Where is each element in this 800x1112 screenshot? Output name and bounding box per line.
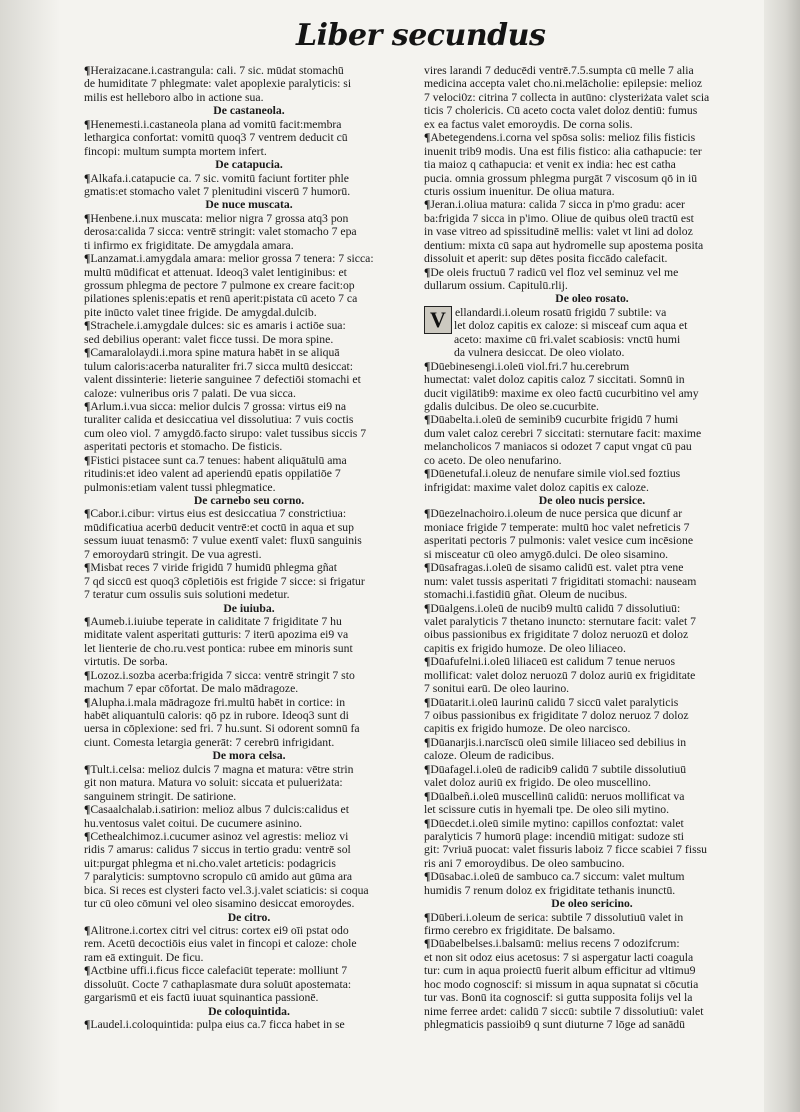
text-line: [424, 252, 760, 265]
text-line: [84, 561, 414, 574]
line-text: dum valet caloz cerebri 7 siccitati: sternutare facit: maxime: [424, 426, 702, 440]
text-line: [84, 534, 414, 547]
line-text: mollificat: valet doloz neruozū 7 doloz auriū ex frigiditate: [424, 668, 696, 682]
text-line: [84, 776, 414, 789]
line-text: Lozoz.i.sozba acerba:frigida 7 sicca: ventrē stringit 7 sto: [90, 668, 355, 682]
text-line: [84, 346, 414, 359]
line-text: De nuce muscata.: [205, 198, 293, 212]
line-text: Cabor.i.cibur: virtus eius est desiccatiua 7 constrictiua:: [90, 507, 347, 521]
text-line: [424, 978, 760, 991]
text-line: [424, 870, 760, 883]
text-line: [84, 333, 414, 346]
line-text: lethargica confortat: vomitū quoq3 7 ventrem deducit cū: [84, 131, 348, 145]
text-line: [84, 817, 414, 830]
line-text: da vulnera desiccat. De oleo violato.: [454, 346, 625, 360]
text-line: [84, 548, 414, 561]
line-text: capitis ex frigido humoze. De oleo liliaceo.: [424, 641, 626, 655]
line-text: et non sit odoz eius acetosus: 7 si aspergatur lacti coagula: [424, 950, 694, 964]
line-text: Dūanarjis.i.narcīscū oleū simile liliaceo sed debilius in: [430, 735, 687, 749]
text-line: [84, 696, 414, 709]
section-heading: [84, 749, 414, 762]
text-line: [84, 387, 414, 400]
line-text: Henemesti.i.castaneola plana ad vomitū facit:membra: [90, 117, 342, 131]
section-heading: [84, 911, 414, 924]
line-text: Dūsabac.i.oleū de sambuco ca.7 siccum: valet multum: [430, 870, 685, 884]
text-line: [424, 400, 760, 413]
line-text: Alitrone.i.cortex citri vel citrus: cortex ei9 oīi pstat odo: [90, 924, 349, 937]
line-text: sessum iuuat tenasmō: 7 vulue exentī valet: fluxū sanguinis: [84, 534, 362, 548]
line-text: Dūalbeñ.i.oleū muscellinū calidū: neruos mollificat va: [430, 789, 685, 803]
line-text: derosa:calida 7 sicca: ventrē stringit: valet stomacho 7 epa: [84, 225, 357, 239]
line-text: dentium: mixta cū sapa aut hydromelle sup apostema posita: [424, 238, 704, 252]
text-line: [84, 279, 414, 292]
text-line: [84, 924, 414, 937]
text-line: [84, 521, 414, 534]
line-text: infrigidat: maxime valet doloz capitis ex caloze.: [424, 480, 649, 494]
line-text: 7 qd siccū est quoq3 cōpletiōis est frigide 7 sicce: si frigatur: [84, 574, 365, 588]
text-line: [424, 615, 760, 628]
text-line: [84, 373, 414, 386]
line-text: mūdificatiua acerbū deducit ventrē:et coctū in aqua et sup: [84, 520, 354, 534]
line-text: gargarismū et eis factū iuuat squinantica passionē.: [84, 991, 319, 1005]
text-line: [84, 427, 414, 440]
text-line: [84, 830, 414, 843]
line-text: humectat: valet doloz capitis caloz 7 siccitati. Somnū in: [424, 373, 685, 387]
line-text: pilationes splenis:epatis et renū aperit:pistata cū aceto 7 ca: [84, 292, 358, 306]
text-line: [84, 803, 414, 816]
line-text: Alupha.i.mala mādragoze fri.multū habēt in cortice: in: [90, 695, 346, 709]
line-text: Fistici pistacee sunt ca.7 tenues: habent aliquātulū ama: [90, 453, 347, 467]
line-text: Dūabelta.i.oleū de seminib9 cucurbite frigidū 7 humi: [430, 413, 679, 427]
text-line: [424, 279, 760, 292]
section-heading: [84, 198, 414, 211]
line-text: git non matura. Matura vo soluit: siccata et pulueriżata:: [84, 776, 343, 790]
text-line: [424, 413, 760, 426]
text-line: [84, 884, 414, 897]
text-line: [84, 682, 414, 695]
line-text: ritudinis:et ideo valent ad aperiendū epatis oppilatiōe 7: [84, 467, 341, 481]
text-line: [84, 1018, 414, 1031]
text-line: [424, 763, 760, 776]
text-line: [424, 198, 760, 211]
text-line: [424, 104, 760, 117]
text-line: [84, 575, 414, 588]
text-line: [84, 266, 414, 279]
line-text: grossum phlegma de pectore 7 pulmone ex creare facit:op: [84, 279, 355, 292]
text-line: [424, 212, 760, 225]
text-line: [424, 64, 760, 77]
line-text: pite inūcto valet tinee frigide. De amygdal.dulcib.: [84, 305, 317, 319]
line-text: inuenit trib9 modis. Una est filis fistico: alia cathapucie: ter: [424, 144, 702, 158]
line-text: Dūatarit.i.oleū laurinū calidū 7 siccū valet paralyticis: [430, 695, 679, 709]
text-line: [84, 467, 414, 480]
line-text: nime ferree ardet: calidū 7 siccū: subtile 7 dissolutiuū: valet: [424, 1004, 704, 1018]
line-text: dullarum ossium. Capitulū.rlij.: [424, 279, 568, 292]
text-line: [424, 991, 760, 1004]
text-line: [84, 588, 414, 601]
line-text: cturis ossium inuenitur. De oliua matura.: [424, 184, 615, 198]
text-line: [84, 212, 414, 225]
line-text: in vase vitreo ad spissitudinē mellis: valet vt lini ad doloz: [424, 225, 693, 239]
text-line: [84, 709, 414, 722]
text-line: [424, 843, 760, 856]
line-text: Dūenetufal.i.oleuz de nenufare simile viol.sed foztius: [430, 467, 681, 481]
decorated-initial: V: [424, 306, 452, 334]
line-text: valent dissinterie: lieterie sanguinee 7 defectiōi stomachi et: [84, 373, 361, 387]
line-text: ex ea factus valet emoroydis. De corna solis.: [424, 117, 633, 131]
line-text: caloze: vulneribus oris 7 palati. De vua sicca.: [84, 386, 296, 400]
line-text: tur cū oleo cōmuni vel oleo sisamino desiccat emoroydes.: [84, 897, 355, 911]
line-text: hu.ventosus valet coitui. De cucumere asinino.: [84, 816, 303, 830]
line-text: Lanzamat.i.amygdala amara: melior grossa 7 tenera: 7 sicca:: [90, 252, 374, 266]
line-text: oibus passionibus ex frigiditate 7 doloz neruozū et doloz: [424, 628, 689, 642]
text-line: [84, 172, 414, 185]
text-line: [424, 548, 760, 561]
text-line: [424, 642, 760, 655]
line-text: De iuiuba.: [223, 601, 275, 615]
text-line: [424, 145, 760, 158]
line-text: co aceto. De oleo nenufarino.: [424, 453, 562, 467]
text-line: [424, 602, 760, 615]
line-text: dissoluūt. Cocte 7 cathaplasmate dura soluūt apostemata:: [84, 977, 352, 991]
text-line: [424, 91, 760, 104]
text-line: [84, 292, 414, 305]
text-line: [424, 534, 760, 547]
text-line: [424, 857, 760, 870]
line-text: Camaralolaydi.i.mora spine matura habēt in se aliquā: [90, 346, 340, 360]
text-line: [84, 763, 414, 776]
text-line: [84, 454, 414, 467]
line-text: 7 oibus passionibus ex frigiditate 7 doloz neruoz 7 doloz: [424, 709, 689, 722]
text-line: [424, 964, 760, 977]
line-text: Actbine uffi.i.ficus ficce calefaciūt teperate: molliunt 7: [90, 964, 348, 978]
line-text: let scissure cutis in hyemali tpe. De oleo sili mytino.: [424, 803, 670, 817]
section-heading: [84, 494, 414, 507]
line-text: Strachele.i.amygdale dulces: sic es amaris i actiōe sua:: [90, 319, 346, 333]
text-line: [424, 736, 760, 749]
line-text: Dūalgens.i.oleū de nucib9 multū calidū 7 dissolutiuū:: [430, 601, 681, 615]
text-line: [424, 628, 760, 641]
section-heading: [424, 897, 760, 910]
text-line: [84, 306, 414, 319]
section-heading: [424, 292, 760, 305]
text-line: [424, 427, 760, 440]
line-text: De mora celsa.: [212, 749, 286, 763]
line-text: si misceatur cū oleo amygō.dulci. De oleo sisamino.: [424, 547, 669, 561]
text-line: [424, 911, 760, 924]
line-text: Arlum.i.vua sicca: melior dulcis 7 grossa: virtus ei9 na: [90, 399, 347, 413]
line-text: moniace frigide 7 temperate: multū hoc valet nefreticis 7: [424, 520, 690, 534]
line-text: Heraizacane.i.castrangula: cali. 7 sic. mūdat stomachū: [90, 64, 344, 77]
line-text: Dūberi.i.oleum de serica: subtile 7 dissolutiuū valet in: [430, 910, 684, 924]
line-text: stomachi.i.fastidiū gñat. Oleum de nucibus.: [424, 588, 628, 602]
text-line: [424, 722, 760, 735]
line-text: 7 teratur cum ossulis suis solutioni medetur.: [84, 588, 290, 602]
text-line: [424, 951, 760, 964]
text-line: [424, 172, 760, 185]
text-line: [84, 951, 414, 964]
text-line: [424, 118, 760, 131]
line-text: valet doloz auriū ex frigido. De oleo muscellino.: [424, 776, 651, 790]
line-text: Dūezelnachoiro.i.oleum de nuce persica que dicunf ar: [430, 507, 683, 521]
line-text: De citro.: [227, 910, 271, 924]
page-spine-shadow: [0, 0, 60, 1112]
text-line: [424, 185, 760, 198]
text-line: [424, 575, 760, 588]
text-line: [424, 481, 760, 494]
text-line: [84, 937, 414, 950]
text-line: [424, 1005, 760, 1018]
line-text: tur vas. Bonū ita cognoscif: si gutta supposita folijs vel la: [424, 991, 693, 1005]
text-line: [424, 158, 760, 171]
line-text: tulum caloris:acerba naturaliter fri.7 sicca multū desiccat:: [84, 359, 354, 373]
line-text: sanguinem stringit. De satirione.: [84, 789, 237, 803]
text-line: [424, 749, 760, 762]
text-line: [424, 521, 760, 534]
line-text: ba:frigida 7 sicca in p'imo. Oliue de quibus oleū tractū est: [424, 211, 694, 225]
line-text: ciunt. Comesta letargia generāt: 7 cerebrū infrigidant.: [84, 735, 335, 749]
text-line: [84, 964, 414, 977]
line-text: de humiditate 7 phlegmate: valet apoplexie paralyticis: si: [84, 77, 352, 91]
line-text: Henbene.i.nux muscata: melior nigra 7 grossa atq3 pon: [90, 211, 349, 225]
line-text: let lienterie de cho.ru.vest pontica: rubee em minoris sunt: [84, 641, 353, 655]
text-line: [424, 266, 760, 279]
line-text: 7 veloci0z: citrina 7 collecta in autūno: clysteriżata valet scia: [424, 90, 710, 104]
text-line: [84, 507, 414, 520]
page-edge-shadow: [764, 0, 800, 1112]
text-line: [424, 803, 760, 816]
line-text: Tult.i.celsa: melioz dulcis 7 magna et matura: vētre strin: [90, 762, 354, 776]
line-text: hoc modo cognoscif: si missum in aqua supnatat si cōcutia: [424, 977, 699, 991]
line-text: paralyticis 7 humorū plage: incendiū mitigat: sudoze sti: [424, 829, 684, 843]
section-heading: [84, 1005, 414, 1018]
text-line: [84, 145, 414, 158]
line-text: tur: cum in aqua proiectū fuerit album efficitur ad vltimu9: [424, 964, 696, 978]
line-text: caloze. Oleum de radicibus.: [424, 749, 555, 763]
line-text: Casaalchalab.i.satirion: melioz albus 7 dulcis:calidus et: [90, 803, 349, 817]
line-text: uit:purgat phlegma et ni.cho.valet arteticis: podagricis: [84, 856, 336, 870]
line-text: gmatis:et stomacho valet 7 plenitudini viscerū 7 humorū.: [84, 184, 351, 198]
line-text: fincopi: multum sumpta mortem infert.: [84, 144, 267, 158]
line-text: machum 7 epar cōfortat. De malo mādragoze.: [84, 682, 299, 696]
line-text: Misbat reces 7 viride frigidū 7 humidū phlegma gñat: [90, 561, 337, 575]
section-heading: [424, 494, 760, 507]
text-line: [424, 467, 760, 480]
line-text: ellandardi.i.oleum rosatū frigidū 7 subtile: va: [455, 305, 667, 319]
line-text: ducit vigilātib9: maxime ex oleo factū cucurbitino vel amy: [424, 386, 699, 400]
section-heading: [84, 158, 414, 171]
line-text: De oleo rosato.: [555, 292, 629, 306]
line-text: 7 emoroydarū stringit. De vua agresti.: [84, 547, 262, 561]
text-line: [424, 817, 760, 830]
text-line: [84, 722, 414, 735]
text-line: [84, 481, 414, 494]
line-text: Dūebinesengi.i.oleū viol.fri.7 hu.cerebrum: [430, 359, 630, 373]
line-text: milis est helleboro albo in actione sua.: [84, 90, 264, 104]
text-line: [424, 776, 760, 789]
line-text: turaliter calida et desiccatiua vel dissolutiua: 7 vuis coctis: [84, 413, 354, 427]
text-line: [424, 937, 760, 950]
text-line: [84, 64, 414, 77]
text-line: [424, 387, 760, 400]
text-line: [424, 561, 760, 574]
text-line: [84, 413, 414, 426]
text-line: [424, 709, 760, 722]
text-line: [84, 319, 414, 332]
line-text: Dūsafragas.i.oleū de sisamo calidū est. valet ptra vene: [430, 561, 684, 575]
line-text: dissoluit et aperit: sup dētes posita ficcādo calefacit.: [424, 252, 668, 266]
line-text: ridis 7 amarus: calidus 7 siccus in tertio gradu: ventrē sol: [84, 843, 351, 857]
text-line: [84, 91, 414, 104]
text-column-right: [424, 64, 760, 1032]
line-text: gdalis dulcibus. De oleo se.cucurbite.: [424, 399, 599, 413]
line-text: num: valet tussis asperitati 7 frigiditati stomachi: nauseam: [424, 574, 697, 588]
line-text: uersa in cōplexione: sed fri. 7 hu.sunt. Si odorent somnū fa: [84, 722, 360, 736]
text-line: [84, 225, 414, 238]
line-text: ris ani 7 emoroydibus. De oleo sambucino.: [424, 856, 625, 870]
text-line: [84, 615, 414, 628]
line-text: Cethealchimoz.i.cucumer asinoz vel agrestis: melioz vi: [90, 829, 349, 843]
text-line: [424, 319, 760, 332]
line-text: Abetegendens.i.corna vel spōsa solis: melioz filis fisticis: [430, 131, 696, 145]
text-line: [424, 440, 760, 453]
text-line: [424, 924, 760, 937]
text-line: [424, 830, 760, 843]
line-text: habēt aliquantulū caloris: qō pz in rubore. Ideoq3 sunt di: [84, 709, 349, 722]
line-text: let doloz capitis ex caloze: si misceaf cum aqua et: [454, 319, 688, 333]
text-line: [84, 736, 414, 749]
text-line: [84, 118, 414, 131]
line-text: De castaneola.: [213, 104, 285, 118]
line-text: sed debilius operant: valet ficce tussi. De mora spine.: [84, 332, 334, 346]
section-heading: [84, 104, 414, 117]
line-text: tia maioz q cathapucia: et venit ex india: hec est catha: [424, 158, 676, 172]
line-text: Jeran.i.oliua matura: calida 7 sicca in p'mo gradu: acer: [430, 198, 685, 212]
line-text: medicina accepta valet cho.ni.melācholie: epilepsie: melioz: [424, 77, 703, 91]
text-line: [84, 239, 414, 252]
line-text: miditate valent asperitati gutturis: 7 iterū apozima ei9 va: [84, 628, 349, 642]
line-text: Aumeb.i.iuiube teperate in caliditate 7 frigiditate 7 hu: [90, 614, 342, 628]
text-line: [424, 1018, 760, 1031]
line-text: Dūabelbelses.i.balsamū: melius recens 7 odozifcrum:: [430, 937, 680, 951]
text-line: [84, 400, 414, 413]
text-line: [84, 360, 414, 373]
line-text: asperitati pectoris et stomacho. De fisticis.: [84, 440, 283, 454]
text-line: [424, 790, 760, 803]
line-text: vires larandi 7 deducēdi ventrē.7.5.sumpta cū melle 7 alia: [424, 64, 694, 77]
text-line: [424, 507, 760, 520]
line-text: 7 paralyticis: sumptovno scropulo cū amido aut gūma ara: [84, 870, 353, 884]
text-line: [84, 978, 414, 991]
line-text: pulmonis:etiam valent tussi phlegmatice.: [84, 480, 276, 494]
line-text: phlegmaticis passioib9 q sunt diuturne 7 lōge ad sanādū: [424, 1018, 685, 1032]
text-line: [424, 360, 760, 373]
running-title: Liber secundus: [296, 18, 546, 53]
text-column-left: [84, 64, 414, 1032]
line-text: ram eā extinguit. De ficu.: [84, 950, 204, 964]
line-text: multū mūdificat et attenuat. Ideoq3 valet lentiginibus: et: [84, 265, 347, 279]
line-text: De oleo sericino.: [551, 897, 633, 911]
text-line: [424, 131, 760, 144]
text-line: [84, 655, 414, 668]
line-text: cum oleo viol. 7 amygdō.facto sirupo: valet tussibus siccis 7: [84, 426, 367, 440]
text-line: [84, 870, 414, 883]
line-text: humidis 7 renum doloz ex frigiditate tethanis inunctū.: [424, 883, 676, 897]
line-text: asperitati pectoris 7 pulmonis: valet vesice cum incēsione: [424, 534, 694, 548]
text-line: [84, 991, 414, 1004]
line-text: Dūafagel.i.oleū de radicib9 calidū 7 subtile dissolutiuū: [430, 762, 687, 776]
text-line: [424, 77, 760, 90]
line-text: 7 sonitui earū. De oleo laurino.: [424, 682, 570, 696]
line-text: Laudel.i.coloquintida: pulpa eius ca.7 ficca habet in se: [90, 1018, 345, 1032]
line-text: valet paralyticis 7 thetano inuncto: sternutare facit: valet 7: [424, 614, 696, 628]
text-line: [424, 669, 760, 682]
line-text: De oleo nucis persice.: [538, 494, 646, 507]
line-text: rem. Acetū decoctiōis eius valet in fincopi et caloze: chole: [84, 937, 357, 951]
line-text: Dūecdet.i.oleū simile mytino: capillos confoztat: valet: [430, 816, 684, 830]
text-line: [84, 628, 414, 641]
text-line: [84, 669, 414, 682]
text-line: [424, 884, 760, 897]
text-line: [84, 843, 414, 856]
text-line: [424, 346, 760, 359]
text-line: [424, 588, 760, 601]
line-text: Dūafufelni.i.oleū liliaceū est calidum 7 tenue neruos: [430, 655, 676, 669]
text-line: [424, 333, 760, 346]
text-line: [84, 440, 414, 453]
line-text: De coloquintida.: [208, 1004, 290, 1018]
text-line: [424, 696, 760, 709]
text-line: [84, 790, 414, 803]
line-text: firmo cerebro ex frigiditate. De balsamo.: [424, 924, 616, 937]
line-text: capitis ex frigido humoze. De oleo narcisco.: [424, 722, 631, 736]
text-line: [84, 185, 414, 198]
section-heading: [84, 602, 414, 615]
line-text: pucia. omnia grossum phlegma purgāt 7 viscosum qō in iū: [424, 171, 698, 185]
line-text: git: 7vriuā puocat: valet fissuris laboiz 7 ficce scabiei 7 fissu: [424, 843, 708, 857]
text-line: [424, 239, 760, 252]
text-line: [424, 682, 760, 695]
text-line: [424, 655, 760, 668]
line-text: De catapucia.: [215, 158, 283, 172]
text-line: [84, 642, 414, 655]
line-text: melancholicos 7 maniacos si odozet 7 caput vngat cū pau: [424, 440, 692, 454]
line-text: De oleis fructuū 7 radicū vel floz vel seminuz vel me: [430, 265, 679, 279]
text-line: [424, 373, 760, 386]
text-line: [84, 897, 414, 910]
line-text: ti infirmo ex frigiditate. De amygdala amara.: [84, 238, 294, 252]
line-text: ticis 7 cholericis. Cū aceto cocta valet doloz dentiū: fumus: [424, 104, 698, 118]
text-line: [424, 225, 760, 238]
line-text: Alkafa.i.catapucie ca. 7 sic. vomitū faciunt fortiter phle: [90, 171, 349, 185]
line-text: bica. Si reces est clysteri facto vel.3.j.valet sciaticis: si coqua: [84, 883, 369, 897]
text-line: [84, 857, 414, 870]
text-line: [84, 252, 414, 265]
text-line: [424, 454, 760, 467]
text-line: [84, 77, 414, 90]
line-text: aceto: maxime cū fri.valet scabiosis: vnctū humi: [454, 332, 681, 346]
text-line: [84, 131, 414, 144]
line-text: De carnebo seu corno.: [193, 494, 305, 507]
line-text: virtutis. De sorba.: [84, 655, 168, 669]
